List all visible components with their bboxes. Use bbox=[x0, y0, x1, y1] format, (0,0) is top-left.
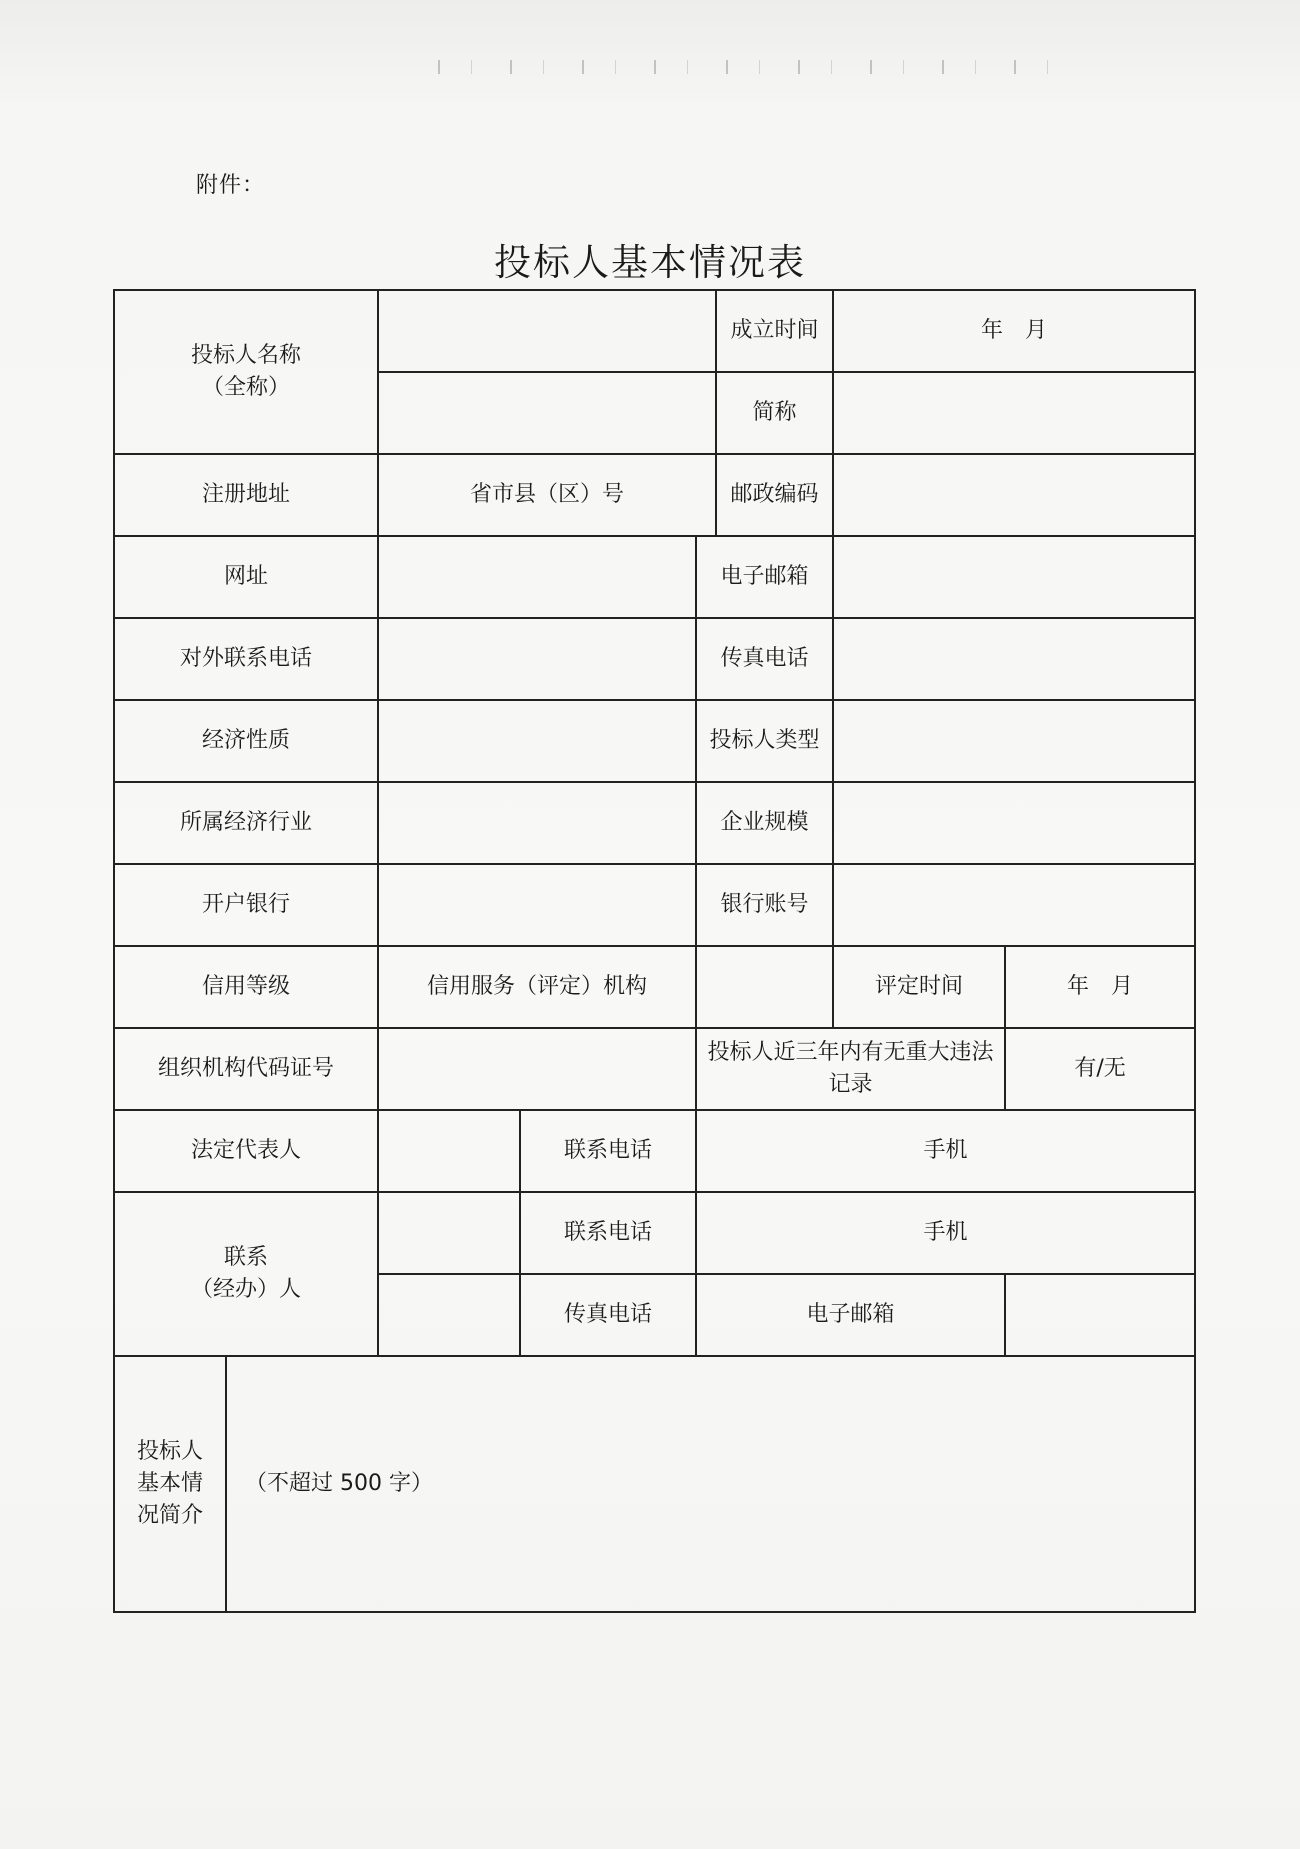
violation-field[interactable]: 有/无 bbox=[1005, 1028, 1195, 1110]
email-label: 电子邮箱 bbox=[696, 536, 833, 618]
credit-agency-field[interactable] bbox=[696, 946, 833, 1028]
rating-time-field[interactable]: 年 月 bbox=[1005, 946, 1195, 1028]
enterprise-scale-label: 企业规模 bbox=[696, 782, 833, 864]
bidder-name-label: 投标人名称 （全称） bbox=[114, 290, 378, 454]
contact-email-field[interactable] bbox=[1005, 1274, 1195, 1356]
rating-time-label: 评定时间 bbox=[833, 946, 1005, 1028]
contact-person-field-2[interactable] bbox=[378, 1274, 520, 1356]
phone-field[interactable] bbox=[378, 618, 696, 700]
org-code-field[interactable] bbox=[378, 1028, 696, 1110]
industry-label: 所属经济行业 bbox=[114, 782, 378, 864]
enterprise-scale-field[interactable] bbox=[833, 782, 1195, 864]
contact-email-label: 电子邮箱 bbox=[696, 1274, 1005, 1356]
bank-account-field[interactable] bbox=[833, 864, 1195, 946]
attachment-label: 附件： bbox=[196, 173, 266, 198]
established-field[interactable]: 年 月 bbox=[833, 290, 1195, 372]
legal-rep-field[interactable] bbox=[378, 1110, 520, 1192]
short-name-field[interactable] bbox=[833, 372, 1195, 454]
postcode-field[interactable] bbox=[833, 454, 1195, 536]
legal-rep-mobile-field[interactable]: 手机 bbox=[696, 1110, 1195, 1192]
legal-rep-phone-label: 联系电话 bbox=[520, 1110, 696, 1192]
bank-field[interactable] bbox=[378, 864, 696, 946]
phone-label: 对外联系电话 bbox=[114, 618, 378, 700]
reg-address-field[interactable]: 省市县（区）号 bbox=[378, 454, 716, 536]
economic-nature-field[interactable] bbox=[378, 700, 696, 782]
legal-rep-label: 法定代表人 bbox=[114, 1110, 378, 1192]
bidder-name-field[interactable] bbox=[378, 290, 716, 372]
bidder-name-field-2[interactable] bbox=[378, 372, 716, 454]
postcode-label: 邮政编码 bbox=[716, 454, 833, 536]
short-name-label: 简称 bbox=[716, 372, 833, 454]
intro-label: 投标人 基本情 况简介 bbox=[114, 1356, 226, 1612]
intro-field[interactable]: （不超过 500 字） bbox=[226, 1356, 1195, 1612]
fax-field[interactable] bbox=[833, 618, 1195, 700]
contact-person-field[interactable] bbox=[378, 1192, 520, 1274]
reg-address-label: 注册地址 bbox=[114, 454, 378, 536]
contact-mobile-field[interactable]: 手机 bbox=[696, 1192, 1195, 1274]
violation-label: 投标人近三年内有无重大违法记录 bbox=[696, 1028, 1005, 1110]
bidder-type-field[interactable] bbox=[833, 700, 1195, 782]
economic-nature-label: 经济性质 bbox=[114, 700, 378, 782]
bank-account-label: 银行账号 bbox=[696, 864, 833, 946]
email-field[interactable] bbox=[833, 536, 1195, 618]
contact-phone-label: 联系电话 bbox=[520, 1192, 696, 1274]
website-label: 网址 bbox=[114, 536, 378, 618]
bank-label: 开户银行 bbox=[114, 864, 378, 946]
page-title: 投标人基本情况表 bbox=[494, 241, 806, 284]
industry-field[interactable] bbox=[378, 782, 696, 864]
established-label: 成立时间 bbox=[716, 290, 833, 372]
bidder-info-table bbox=[113, 289, 1196, 1613]
scan-artifact bbox=[400, 60, 1080, 74]
website-field[interactable] bbox=[378, 536, 696, 618]
fax-label: 传真电话 bbox=[696, 618, 833, 700]
credit-agency-label: 信用服务（评定）机构 bbox=[378, 946, 696, 1028]
bidder-type-label: 投标人类型 bbox=[696, 700, 833, 782]
contact-person-label: 联系 （经办）人 bbox=[114, 1192, 378, 1356]
org-code-label: 组织机构代码证号 bbox=[114, 1028, 378, 1110]
credit-grade-label: 信用等级 bbox=[114, 946, 378, 1028]
contact-fax-label: 传真电话 bbox=[520, 1274, 696, 1356]
